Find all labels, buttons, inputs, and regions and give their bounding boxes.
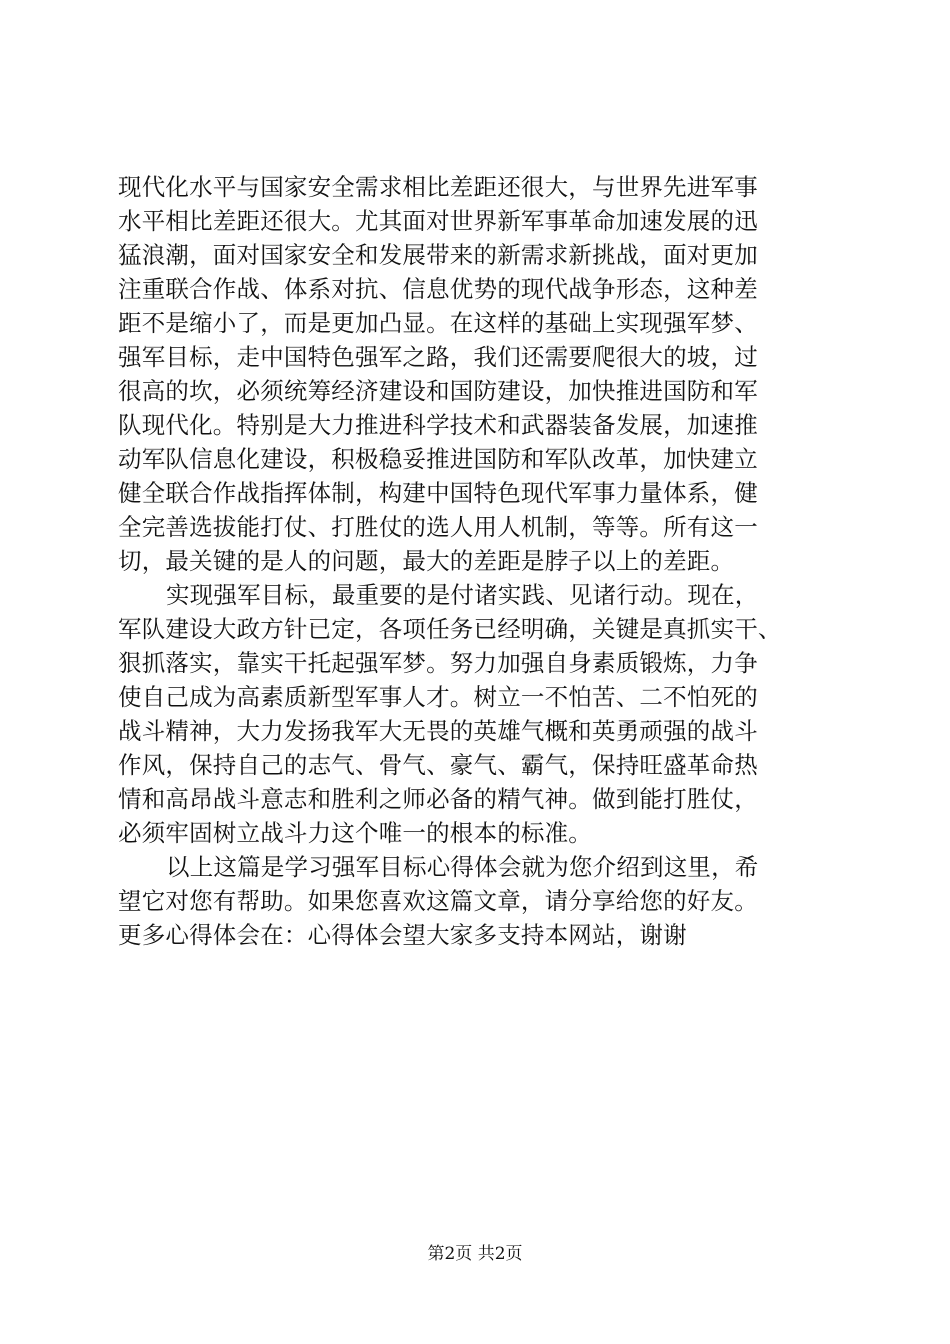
text-line: 水平相比差距还很大。尤其面对世界新军事革命加速发展的迅 [118, 207, 758, 235]
text-line: 现代化水平与国家安全需求相比差距还很大，与世界先进军事 [118, 173, 758, 201]
text-line: 狠抓落实，靠实干托起强军梦。努力加强自身素质锻炼，力争 [118, 649, 758, 677]
text-line: 军队建设大政方针已定，各项任务已经明确，关键是真抓实干、 [118, 615, 782, 643]
page-number-footer: 第2页 共2页 [427, 1244, 523, 1264]
text-line: 切，最关键的是人的问题，最大的差距是脖子以上的差距。 [118, 547, 735, 575]
text-line: 健全联合作战指挥体制，构建中国特色现代军事力量体系，健 [118, 479, 758, 507]
document-body [118, 170, 838, 952]
text-line: 全完善选拔能打仗、打胜仗的选人用人机制，等等。所有这一 [118, 513, 758, 541]
text-line: 距不是缩小了，而是更加凸显。在这样的基础上实现强军梦、 [118, 309, 758, 337]
text-line: 更多心得体会在：心得体会望大家多支持本网站，谢谢 [118, 921, 687, 949]
text-line: 使自己成为高素质新型军事人才。树立一不怕苦、二不怕死的 [118, 683, 758, 711]
text-line: 很高的坎，必须统筹经济建设和国防建设，加快推进国防和军 [118, 377, 758, 405]
text-line: 队现代化。特别是大力推进科学技术和武器装备发展，加速推 [118, 411, 758, 439]
paragraph-start-line: 实现强军目标，最重要的是付诸实践、见诸行动。现在， [166, 581, 759, 609]
text-line: 望它对您有帮助。如果您喜欢这篇文章，请分享给您的好友。 [118, 887, 758, 915]
text-line: 战斗精神，大力发扬我军大无畏的英雄气概和英勇顽强的战斗 [118, 717, 758, 745]
text-line: 必须牢固树立战斗力这个唯一的根本的标准。 [118, 819, 592, 847]
paragraph-start-line: 以上这篇是学习强军目标心得体会就为您介绍到这里，希 [166, 853, 759, 881]
text-line: 猛浪潮，面对国家安全和发展带来的新需求新挑战，面对更加 [118, 241, 758, 269]
text-line: 注重联合作战、体系对抗、信息优势的现代战争形态，这种差 [118, 275, 758, 303]
text-line: 动军队信息化建设，积极稳妥推进国防和军队改革，加快建立 [118, 445, 758, 473]
text-line: 作风，保持自己的志气、骨气、豪气、霸气，保持旺盛革命热 [118, 751, 758, 779]
text-line: 情和高昂战斗意志和胜利之师必备的精气神。做到能打胜仗， [118, 785, 758, 813]
text-line: 强军目标，走中国特色强军之路，我们还需要爬很大的坡，过 [118, 343, 758, 371]
